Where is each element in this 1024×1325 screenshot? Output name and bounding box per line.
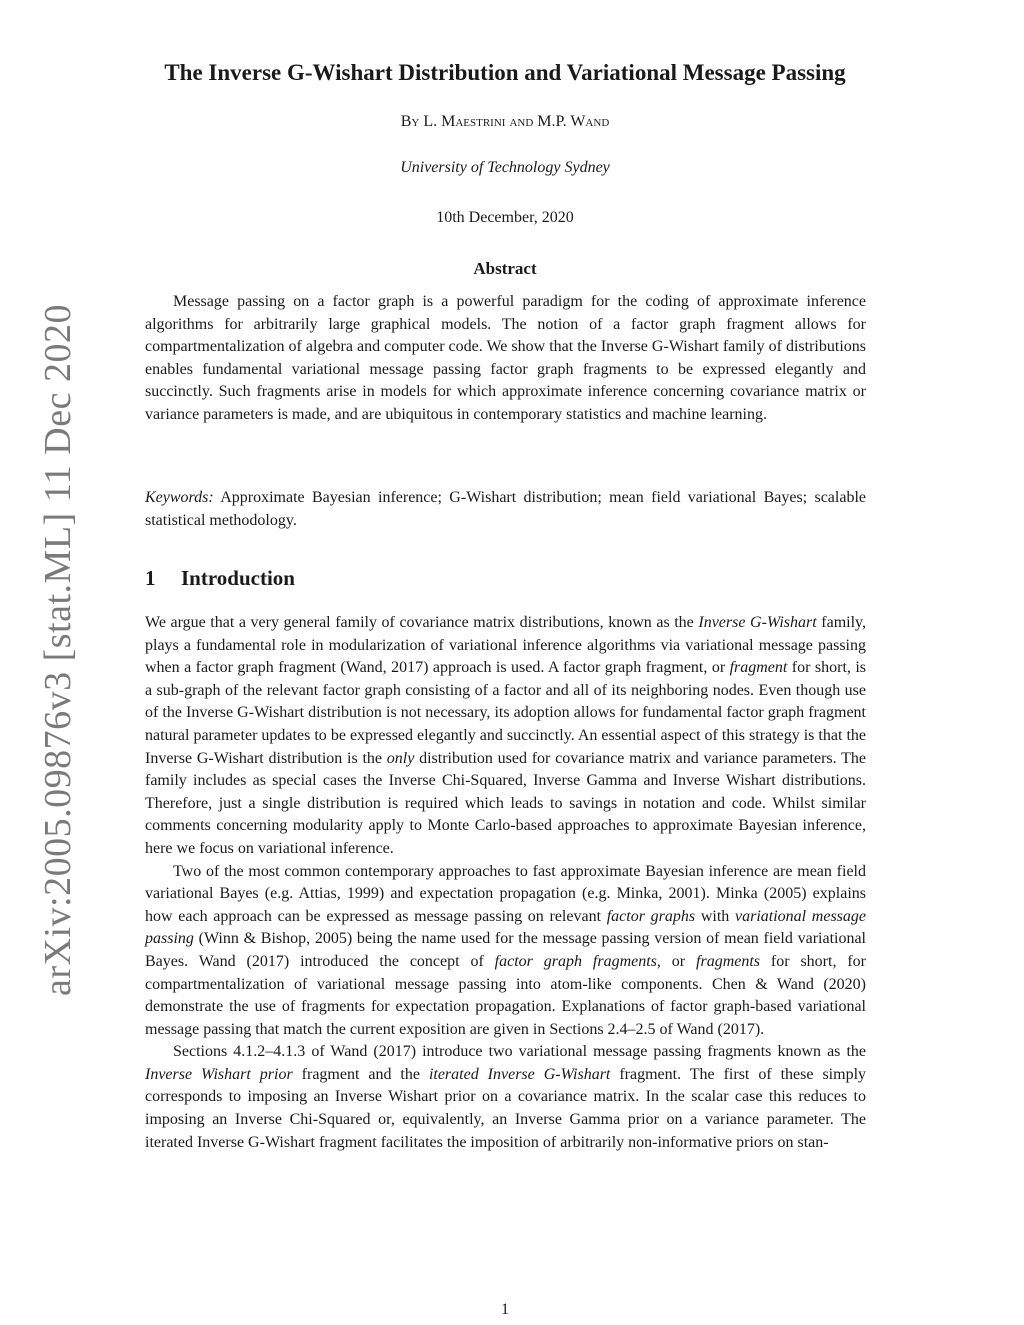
paper-title: The Inverse G-Wishart Distribution and Variational Message Passing — [164, 60, 846, 85]
intro-paragraph-2: Two of the most common contemporary approaches to fast approximate Bayesian inference are mean field variational Bayes (e.g. Attias, 1999) and expectation propagation (e.g. Minka, 2001). Minka (2005) explains how each approach can be expressed as message passing on relevant factor graphs with variational message passing (Winn & Bishop, 2005) being the name used for the message passing version of mean field variational Bayes. Wand (2017) introduced the concept of factor graph fragments, or fragments for short, for compartmentalization of variational message passing into atom-like components. Chen & Wand (2020) demonstrate the use of fragments for expectation propagation. Explanations of factor graph-based variational message passing that match the current exposition are given in Sections 2.4–2.5 of Wand (2017). — [145, 862, 867, 1038]
keywords — [145, 487, 866, 532]
section-heading — [145, 566, 295, 591]
arxiv-identifier-stamp: arXiv:2005.09876v3 [stat.ML] 11 Dec 2020 — [37, 304, 79, 996]
intro-paragraph-3: Sections 4.1.2–4.1.3 of Wand (2017) introduce two variational message passing fragments known as the Inverse Wishart prior fragment and the iterated Inverse G-Wishart fragment. The first of these simply corresponds to imposing an Inverse Wishart prior on a covariance matrix. In the scalar case this reduces to imposing an Inverse Chi-Squared or, equivalently, an Inverse Gamma prior on a variance parameter. The iterated Inverse G-Wishart fragment facilitates the imposition of arbitrarily non-informative priors on stan- — [145, 1043, 867, 1151]
affiliation: University of Technology Sydney — [400, 159, 610, 176]
abstract-text: Message passing on a factor graph is a powerful paradigm for the coding of approximate inference algorithms for arbitrarily large graphical models. The notion of a factor graph fragment allows for compartmentalization of algebra and computer code. We show that the Inverse G-Wishart family of distributions enables fundamental variational message passing factor graph fragments to be expressed elegantly and succinctly. Such fragments arise in models for which approximate inference concerning covariance matrix or variance parameters is made, and are ubiquitous in contemporary statistics and machine learning. — [145, 293, 866, 423]
intro-paragraph-1: We argue that a very general family of covariance matrix distributions, known as the Inverse G-Wishart family, plays a fundamental role in modularization of variational inference algorithms via variational message passing when a factor graph fragment (Wand, 2017) approach is used. A factor graph fragment, or fragment for short, is a sub-graph of the relevant factor graph consisting of a factor and all of its neighboring nodes. Even though use of the Inverse G-Wishart distribution is not necessary, its adoption allows for fundamental factor graph fragment natural parameter updates to be expressed elegantly and succinctly. An essential aspect of this strategy is that the Inverse G-Wishart distribution is the only distribution used for covariance matrix and variance parameters. The family includes as special cases the Inverse Chi-Squared, Inverse Gamma and Inverse Wishart distributions. Therefore, just a single distribution is required which leads to savings in notation and code. Whilst similar comments concerning modularity apply to Monte Carlo-based approaches to approximate Bayesian inference, here we focus on variational inference. — [145, 614, 867, 857]
abstract-heading: Abstract — [473, 259, 537, 278]
publication-date: 10th December, 2020 — [436, 209, 574, 226]
keywords-label: Keywords: — [145, 489, 214, 506]
section-title: Introduction — [181, 566, 295, 590]
section-number: 1 — [145, 566, 156, 590]
keywords-text: Approximate Bayesian inference; G-Wishart distribution; mean field variational Bayes; scalable statistical methodology. — [145, 489, 867, 529]
author-line: By L. Maestrini and M.P. Wand — [400, 113, 610, 130]
introduction-body — [145, 612, 866, 1154]
page-number: 1 — [501, 1301, 509, 1318]
